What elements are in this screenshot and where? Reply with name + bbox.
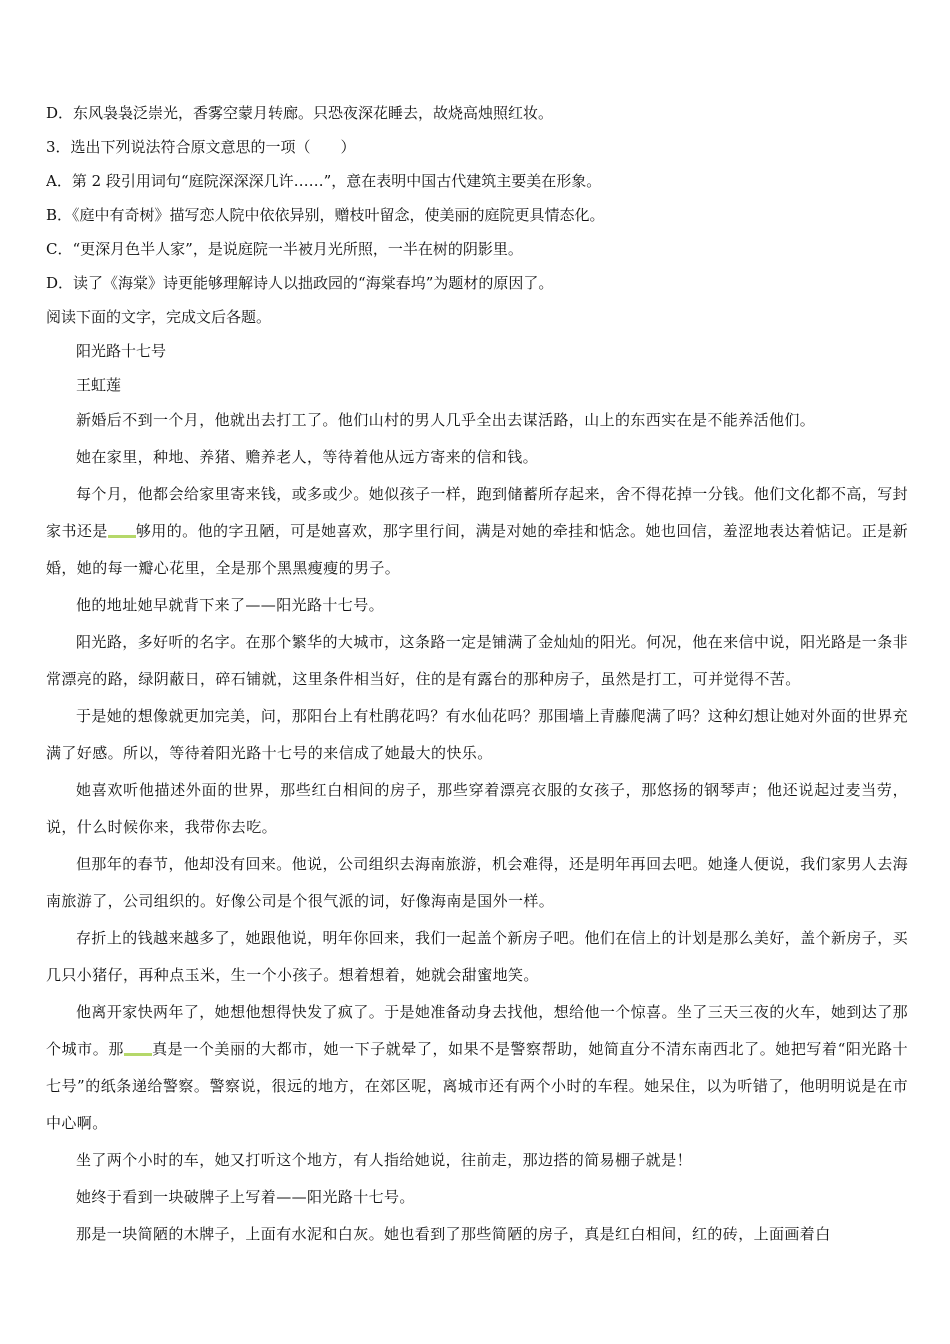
paragraph-13: 那是一块简陋的木牌子，上面有水泥和白灰。她也看到了那些简陋的房子，真是红白相间，红的砖，上面画着白	[76, 1225, 831, 1243]
paragraph-2: 她在家里，种地、养猪、赡养老人，等待着他从远方寄来的信和钱。	[76, 448, 539, 466]
paragraph-7: 她喜欢听他描述外面的世界，那些红白相间的房子，那些穿着漂亮衣服的女孩子，那悠扬的钢琴声；他还说起过麦当劳，说，什么时候你来，我带你去吃。	[46, 781, 908, 836]
question-3: 3．选出下列说法符合原文意思的一项（ ）	[46, 138, 356, 156]
paragraph-10-part-b: 真是一个美丽的大都市，她一下子就晕了，如果不是警察帮助，她简直分不清东南西北了。她把写着“阳光路十七号”的纸条递给警察。警察说，很远的地方，在郊区呢，离城市还有两个小时的车程。她呆住，以为听错了，他明明说是在市中心啊。	[46, 1040, 908, 1132]
paragraph-3	[46, 476, 908, 587]
option-a: A．第 2 段引用词句“庭院深深深几许……”，意在表明中国古代建筑主要美在形象。	[46, 172, 602, 190]
paragraph-10-part-a: 他离开家快两年了，她想他想得快发了疯了。于是她准备动身去找他，想给他一个惊喜。坐了三天三夜的火车，她到达了那个城市。那	[46, 1003, 908, 1058]
paragraph-5: 阳光路，多好听的名字。在那个繁华的大城市，这条路一定是铺满了金灿灿的阳光。何况，他在来信中说，阳光路是一条非常漂亮的路，绿阴蔽日，碎石铺就，这里条件相当好，住的是有露台的那种房子，虽然是打工，可并觉得不苦。	[46, 633, 908, 688]
paragraph-10	[46, 994, 908, 1142]
paragraph-1: 新婚后不到一个月，他就出去打工了。他们山村的男人几乎全出去谋活路，山上的东西实在是不能养活他们。	[76, 411, 816, 429]
paragraph-9: 存折上的钱越来越多了，她跟他说，明年你回来，我们一起盖个新房子吧。他们在信上的计划是那么美好，盖个新房子，买几只小猪仔，再种点玉米，生一个小孩子。想着想着，她就会甜蜜地笑。	[46, 929, 908, 984]
paragraph-11: 坐了两个小时的车，她又打听这个地方，有人指给她说，往前走，那边搭的简易棚子就是！	[76, 1151, 693, 1169]
paragraph-3-part-b: 够用的。他的字丑陋，可是她喜欢，那字里行间，满是对她的牵挂和惦念。她也回信，羞涩地表达着惦记。正是新婚，她的每一瓣心花里，全是那个黑黑瘦瘦的男子。	[46, 522, 908, 577]
reading-instruction: 阅读下面的文字，完成文后各题。	[46, 308, 272, 326]
option-b: B．《庭中有奇树》描写恋人院中依依异别，赠枝叶留念，使美丽的庭院更具情态化。	[46, 206, 605, 224]
option-d-previous: D．东风袅袅泛崇光，香雾空蒙月转廊。只恐夜深花睡去，故烧高烛照红妆。	[46, 104, 554, 122]
paragraph-12: 她终于看到一块破牌子上写着——阳光路十七号。	[76, 1188, 415, 1206]
option-c: C．“更深月色半人家”，是说庭院一半被月光所照，一半在树的阴影里。	[46, 240, 523, 258]
story-title: 阳光路十七号	[76, 342, 167, 360]
blank-underline	[108, 523, 136, 538]
blank-underline	[124, 1041, 152, 1056]
story-author: 王虹莲	[76, 376, 122, 394]
paragraph-6: 于是她的想像就更加完美，问，那阳台上有杜鹃花吗？有水仙花吗？那围墙上青藤爬满了吗？这种幻想让她对外面的世界充满了好感。所以，等待着阳光路十七号的来信成了她最大的快乐。	[46, 707, 908, 762]
paragraph-8: 但那年的春节，他却没有回来。他说，公司组织去海南旅游，机会难得，还是明年再回去吧。她逢人便说，我们家男人去海南旅游了，公司组织的。好像公司是个很气派的词，好像海南是国外一样。	[46, 855, 908, 910]
option-d: D．读了《海棠》诗更能够理解诗人以拙政园的“海棠春坞”为题材的原因了。	[46, 274, 554, 292]
document-page	[46, 96, 908, 1253]
paragraph-4: 他的地址她早就背下来了——阳光路十七号。	[76, 596, 385, 614]
paragraph-3-part-a: 每个月，他都会给家里寄来钱，或多或少。她似孩子一样，跑到储蓄所存起来，舍不得花掉一分钱。他们文化都不高，写封家书还是	[46, 485, 908, 540]
